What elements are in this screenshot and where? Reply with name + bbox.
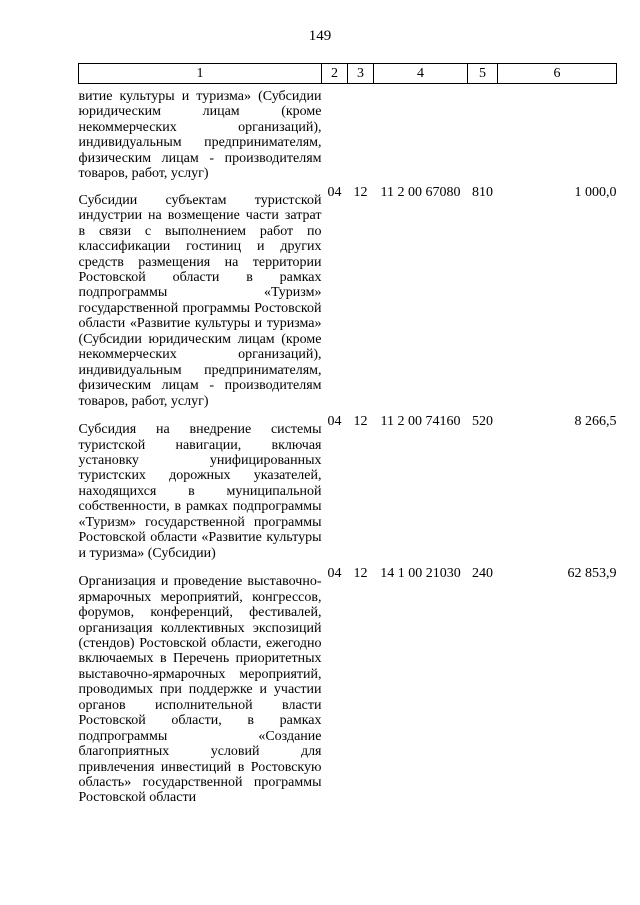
row-expense-type: 240 <box>472 566 493 582</box>
table-row <box>79 414 617 566</box>
row-description: Субсидии субъектам туристской индустрии на возмещение части затрат в связи с выполнением работ по классификации гостиниц и других средств размещения на территории Ростовской области в рамках подпрограммы «Туризм» государственной программы Ростовской области «Развитие культуры и туризма» (Субсидии юридическим лицам (кроме некоммерческих организаций), индивидуальным предпринимателям, физическим лицам - производителям товаров, работ, услуг) <box>78 192 322 409</box>
column-header-amount: 6 <box>498 64 617 84</box>
column-header-subsection: 3 <box>348 64 374 84</box>
column-header-description: 1 <box>79 64 322 84</box>
row-subsection: 12 <box>353 566 368 582</box>
row-description: Организация и проведение выставочно-ярмарочных мероприятий, конгрессов, форумов, конференций, фестивалей, организация коллективных экспозиций (стендов) Ростовской области, ежегодно включаемых в Перечень приоритетных выставочно-ярмарочных мероприятий, проводимых при поддержке и участии органов исполнительной власти Ростовской области, в рамках подпрограммы «Создание благоприятных условий для привлечения инвестиций в Ростовскую область» государственной программы Ростовской области <box>78 574 322 806</box>
row-subsection: 12 <box>353 414 368 430</box>
row-expense-type <box>468 84 498 185</box>
column-header-section: 2 <box>322 64 348 84</box>
column-header-expense-type: 5 <box>468 64 498 84</box>
header-row <box>79 64 617 84</box>
row-section <box>322 84 348 185</box>
table-body <box>79 84 617 806</box>
row-subsection <box>348 84 374 185</box>
row-expense-type: 520 <box>472 414 493 430</box>
table-row <box>79 566 617 806</box>
row-description: Субсидия на внедрение системы туристской навигации, включая установку унифицированных туристских дорожных указателей, находящихся в муниципальной собственности, в рамках подпрограммы «Туризм» государственной программы Ростовской области «Развитие культуры и туризма» (Субсидии) <box>78 422 322 561</box>
table-row <box>79 185 617 414</box>
row-description: витие культуры и туризма» (Субсидии юридическим лицам (кроме некоммерческих организаций), индивидуальным предпринимателям, физическим лицам - производителям товаров, работ, услуг) <box>78 89 322 182</box>
row-subsection: 12 <box>353 184 368 200</box>
row-expense-type: 810 <box>472 184 493 200</box>
row-target-article: 11 2 00 74160 <box>380 414 461 430</box>
budget-table <box>78 63 617 806</box>
row-amount <box>498 84 617 185</box>
column-header-target-article: 4 <box>374 64 468 84</box>
row-amount: 1 000,0 <box>574 184 617 200</box>
page-number: 149 <box>308 28 332 44</box>
row-section: 04 <box>327 414 342 430</box>
row-section: 04 <box>327 184 342 200</box>
row-target-article <box>374 84 468 185</box>
table-row <box>79 84 617 185</box>
row-amount: 8 266,5 <box>574 414 617 430</box>
row-target-article: 14 1 00 21030 <box>380 566 461 582</box>
row-section: 04 <box>327 566 342 582</box>
row-target-article: 11 2 00 67080 <box>380 184 461 200</box>
table-header <box>79 64 617 84</box>
row-amount: 62 853,9 <box>567 566 617 582</box>
